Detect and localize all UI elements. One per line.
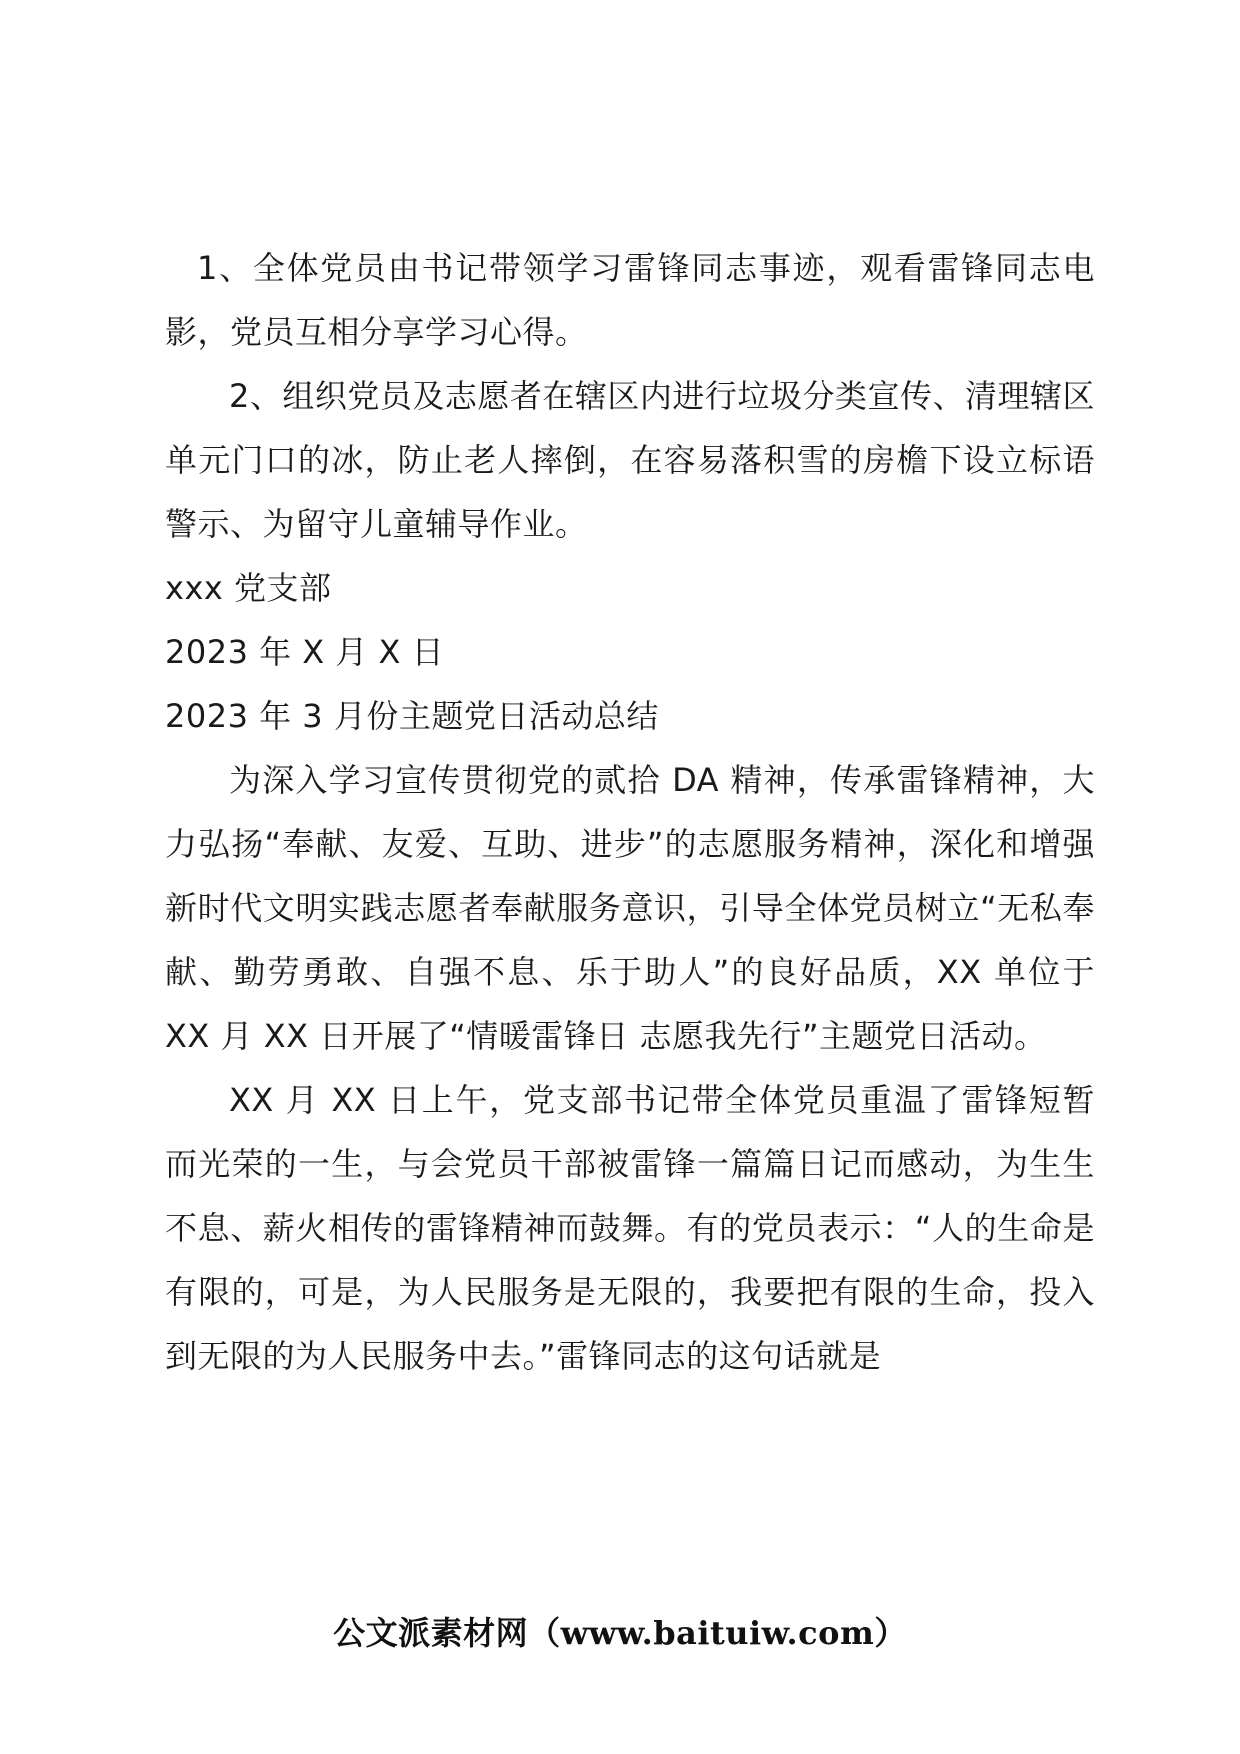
document-body bbox=[165, 236, 1095, 1388]
summary-paragraph-2: XX 月 XX 日上午，党支部书记带全体党员重温了雷锋短暂而光荣的一生，与会党员干部被雷锋一篇篇日记而感动，为生生不息、薪火相传的雷锋精神而鼓舞。有的党员表示：“人的生命是有限的，可是，为人民服务是无限的，我要把有限的生命，投入到无限的为人民服务中去。”雷锋同志的这句话就是 bbox=[165, 1081, 1095, 1375]
activity-item-2: 2、组织党员及志愿者在辖区内进行垃圾分类宣传、清理辖区单元门口的冰，防止老人摔倒，在容易落积雪的房檐下设立标语警示、为留守儿童辅导作业。 bbox=[165, 377, 1095, 543]
summary-paragraph-1: 为深入学习宣传贯彻党的贰拾 DA 精神，传承雷锋精神，大力弘扬“奉献、友爱、互助、进步”的志愿服务精神，深化和增强新时代文明实践志愿者奉献服务意识，引导全体党员树立“无私奉献、勤劳勇敢、自强不息、乐于助人”的良好品质，XX 单位于 XX 月 XX 日开展了“情暖雷锋日 志愿我先行”主题党日活动。 bbox=[165, 761, 1095, 1055]
activity-item-1: 1、全体党员由书记带领学习雷锋同志事迹，观看雷锋同志电影，党员互相分享学习心得。 bbox=[165, 249, 1095, 351]
date-line: 2023 年 X 月 X 日 bbox=[165, 633, 445, 671]
footer-watermark: 公文派素材网（www.baituiw.com） bbox=[333, 1614, 907, 1652]
summary-title: 2023 年 3 月份主题党日活动总结 bbox=[165, 697, 659, 735]
signature-line: xxx 党支部 bbox=[165, 569, 332, 607]
